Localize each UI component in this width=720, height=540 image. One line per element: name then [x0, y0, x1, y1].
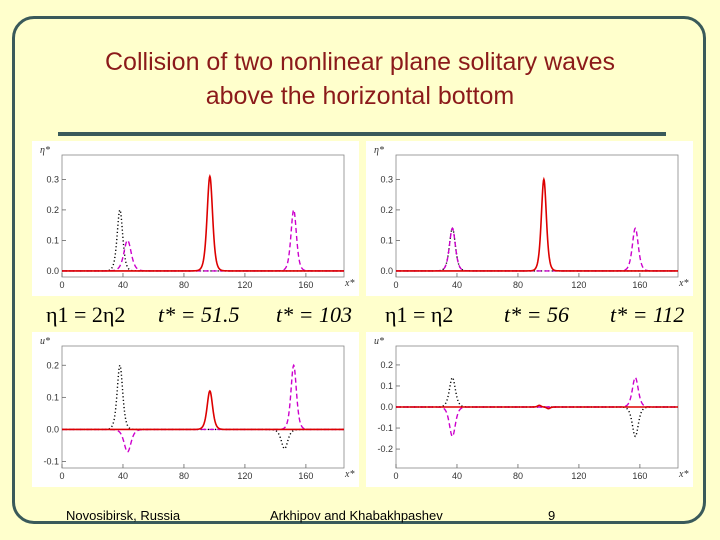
x-tick-label: 160	[298, 280, 314, 290]
x-axis-label: x*	[679, 278, 689, 289]
x-tick-label: 0	[59, 280, 65, 290]
y-tick-label: 0.1	[380, 235, 393, 246]
y-tick-label: 0.3	[46, 174, 59, 185]
x-tick-label: 0	[393, 471, 399, 481]
left-time-a-label: t* = 51.5	[158, 302, 240, 327]
y-axis-label: η*	[374, 145, 384, 156]
y-axis-label: u*	[374, 336, 384, 347]
right-time-b-label: t* = 112	[610, 302, 685, 327]
y-tick-label: -0.1	[377, 423, 393, 434]
chart-u-left	[32, 332, 359, 487]
x-tick-label: 40	[451, 280, 462, 290]
y-tick-label: 0.1	[380, 380, 393, 391]
left-time-b-label: t* = 103	[276, 302, 352, 327]
y-tick-label: 0.2	[380, 359, 393, 370]
y-tick-label: 0.2	[46, 204, 59, 215]
y-tick-label: -0.2	[377, 444, 393, 455]
footer-location: Novosibirsk, Russia	[66, 508, 181, 523]
x-tick-label: 0	[393, 280, 399, 290]
x-axis-label: x*	[345, 278, 355, 289]
x-tick-label: 80	[178, 471, 189, 481]
chart-panel-top-right	[366, 141, 693, 296]
series-line-dashed	[62, 365, 344, 452]
series-line-solid	[62, 391, 344, 430]
x-tick-label: 120	[237, 280, 253, 290]
right-time-a-label: t* = 56	[504, 302, 569, 327]
series-line-dotted	[62, 365, 344, 448]
chart-panel-bottom-right	[366, 332, 693, 487]
y-axis-label: η*	[40, 145, 50, 156]
x-tick-label: 120	[571, 280, 587, 290]
x-tick-label: 160	[632, 280, 648, 290]
x-tick-label: 40	[117, 471, 128, 481]
x-tick-label: 40	[451, 471, 462, 481]
chart-eta-right	[366, 141, 693, 296]
y-tick-label: 0.0	[46, 265, 59, 276]
chart-panel-top-left	[32, 141, 359, 296]
x-tick-label: 120	[571, 471, 587, 481]
slide-title-line1: Collision of two nonlinear plane solitary waves	[105, 48, 615, 76]
y-tick-label: 0.0	[380, 265, 393, 276]
chart-eta-left	[32, 141, 359, 296]
x-tick-label: 80	[178, 280, 189, 290]
series-line-solid	[396, 179, 678, 271]
footer-authors: Arkhipov and Khabakhpashev	[270, 508, 443, 523]
series-line-solid	[62, 176, 344, 271]
x-axis-label: x*	[345, 469, 355, 480]
slide-title-line2: above the horizontal bottom	[205, 82, 515, 110]
y-tick-label: 0.2	[380, 204, 393, 215]
plot-frame	[396, 155, 678, 277]
plot-frame	[62, 346, 344, 468]
x-tick-label: 160	[298, 471, 314, 481]
x-tick-label: 120	[237, 471, 253, 481]
y-tick-label: 0.2	[46, 360, 59, 371]
chart-u-right	[366, 332, 693, 487]
y-tick-label: 0.1	[46, 392, 59, 403]
y-axis-label: u*	[40, 336, 50, 347]
y-tick-label: -0.1	[43, 456, 59, 467]
y-tick-label: 0.1	[46, 235, 59, 246]
x-axis-label: x*	[679, 469, 689, 480]
x-tick-label: 80	[512, 280, 523, 290]
x-tick-label: 40	[117, 280, 128, 290]
y-tick-label: 0.0	[46, 424, 59, 435]
series-line-solid	[396, 405, 678, 408]
footer-page-number: 9	[548, 508, 556, 523]
x-tick-label: 80	[512, 471, 523, 481]
left-ratio-label: η1 = 2η2	[46, 302, 126, 327]
x-tick-label: 160	[632, 471, 648, 481]
right-ratio-label: η1 = η2	[385, 302, 454, 327]
y-tick-label: 0.3	[380, 174, 393, 185]
chart-panel-bottom-left	[32, 332, 359, 487]
x-tick-label: 0	[59, 471, 65, 481]
title-divider	[58, 132, 666, 136]
y-tick-label: 0.0	[380, 402, 393, 412]
